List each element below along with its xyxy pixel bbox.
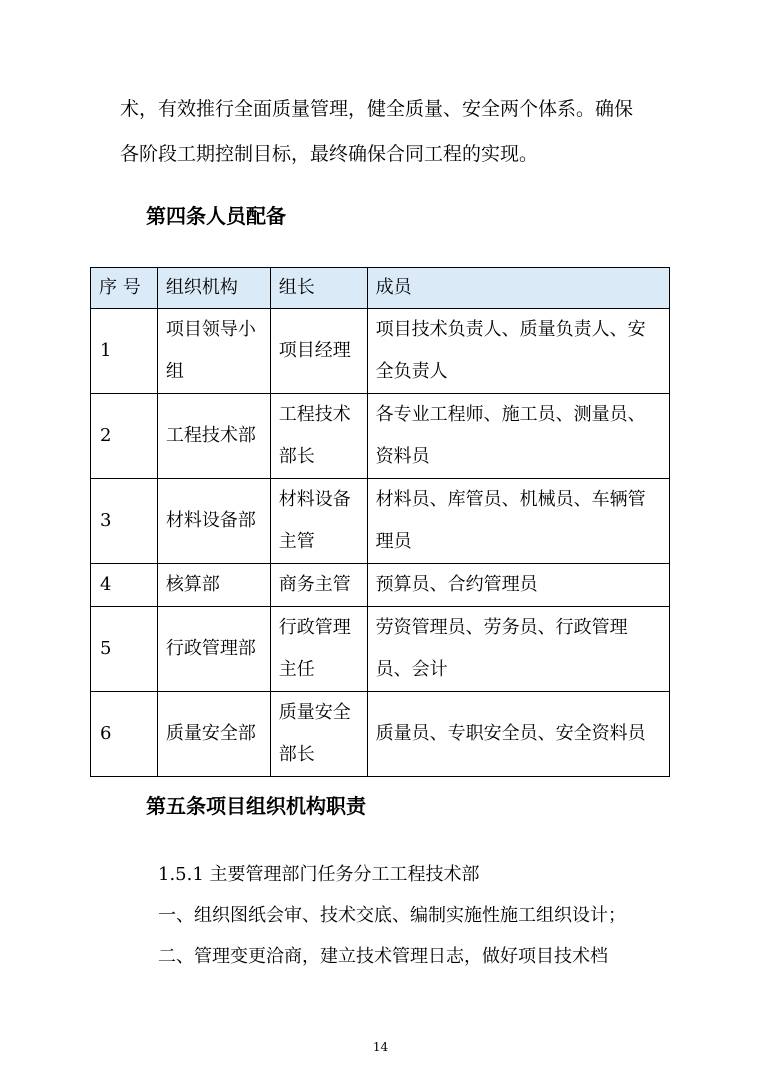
cell-leader: 项目经理: [270, 309, 367, 394]
cell-org: 材料设备部: [157, 479, 270, 564]
cell-members: 质量员、专职安全员、安全资料员: [367, 692, 669, 777]
cell-members: 各专业工程师、施工员、测量员、资料员: [367, 394, 669, 479]
cell-members: 材料员、库管员、机械员、车辆管理员: [367, 479, 669, 564]
article-4-title: 第四条人员配备: [146, 204, 286, 228]
cell-no: 2: [91, 394, 158, 479]
cell-members: 劳资管理员、劳务员、行政管理员、会计: [367, 607, 669, 692]
cell-leader: 行政管理主任: [270, 607, 367, 692]
cell-no: 1: [91, 309, 158, 394]
cell-no: 5: [91, 607, 158, 692]
table-row: [91, 479, 670, 564]
cell-org: 项目领导小组: [157, 309, 270, 394]
intro-line-2: 各阶段工期控制目标，最终确保合同工程的实现。: [120, 143, 539, 165]
cell-leader: 材料设备主管: [270, 479, 367, 564]
cell-members: 预算员、合约管理员: [367, 564, 669, 607]
cell-org: 工程技术部: [157, 394, 270, 479]
table-row: [91, 692, 670, 777]
cell-members: 项目技术负责人、质量负责人、安全负责人: [367, 309, 669, 394]
cell-no: 3: [91, 479, 158, 564]
header-no: 序 号: [91, 268, 158, 309]
header-members: 成员: [367, 268, 669, 309]
cell-leader: 商务主管: [270, 564, 367, 607]
table-header-row: [91, 268, 670, 309]
header-leader: 组长: [270, 268, 367, 309]
table-row: [91, 394, 670, 479]
table-row: [91, 607, 670, 692]
cell-leader: 工程技术部长: [270, 394, 367, 479]
body-item-1: 一、组织图纸会审、技术交底、编制实施性施工组织设计；: [158, 905, 626, 926]
header-org: 组织机构: [157, 268, 270, 309]
cell-org: 行政管理部: [157, 607, 270, 692]
table-row: [91, 564, 670, 607]
cell-org: 核算部: [157, 564, 270, 607]
cell-org: 质量安全部: [157, 692, 270, 777]
intro-line-1: 术，有效推行全面质量管理，健全质量、安全两个体系。确保: [120, 98, 634, 120]
cell-leader: 质量安全部长: [270, 692, 367, 777]
table-row: [91, 309, 670, 394]
page-number: 14: [372, 1040, 389, 1054]
cell-no: 6: [91, 692, 158, 777]
body-item-2: 二、管理变更洽商，建立技术管理日志，做好项目技术档: [158, 946, 608, 967]
article-5-title: 第五条项目组织机构职责: [146, 794, 366, 818]
section-title: 1.5.1 主要管理部门任务分工工程技术部: [158, 864, 480, 885]
staffing-table: [90, 267, 670, 777]
cell-no: 4: [91, 564, 158, 607]
